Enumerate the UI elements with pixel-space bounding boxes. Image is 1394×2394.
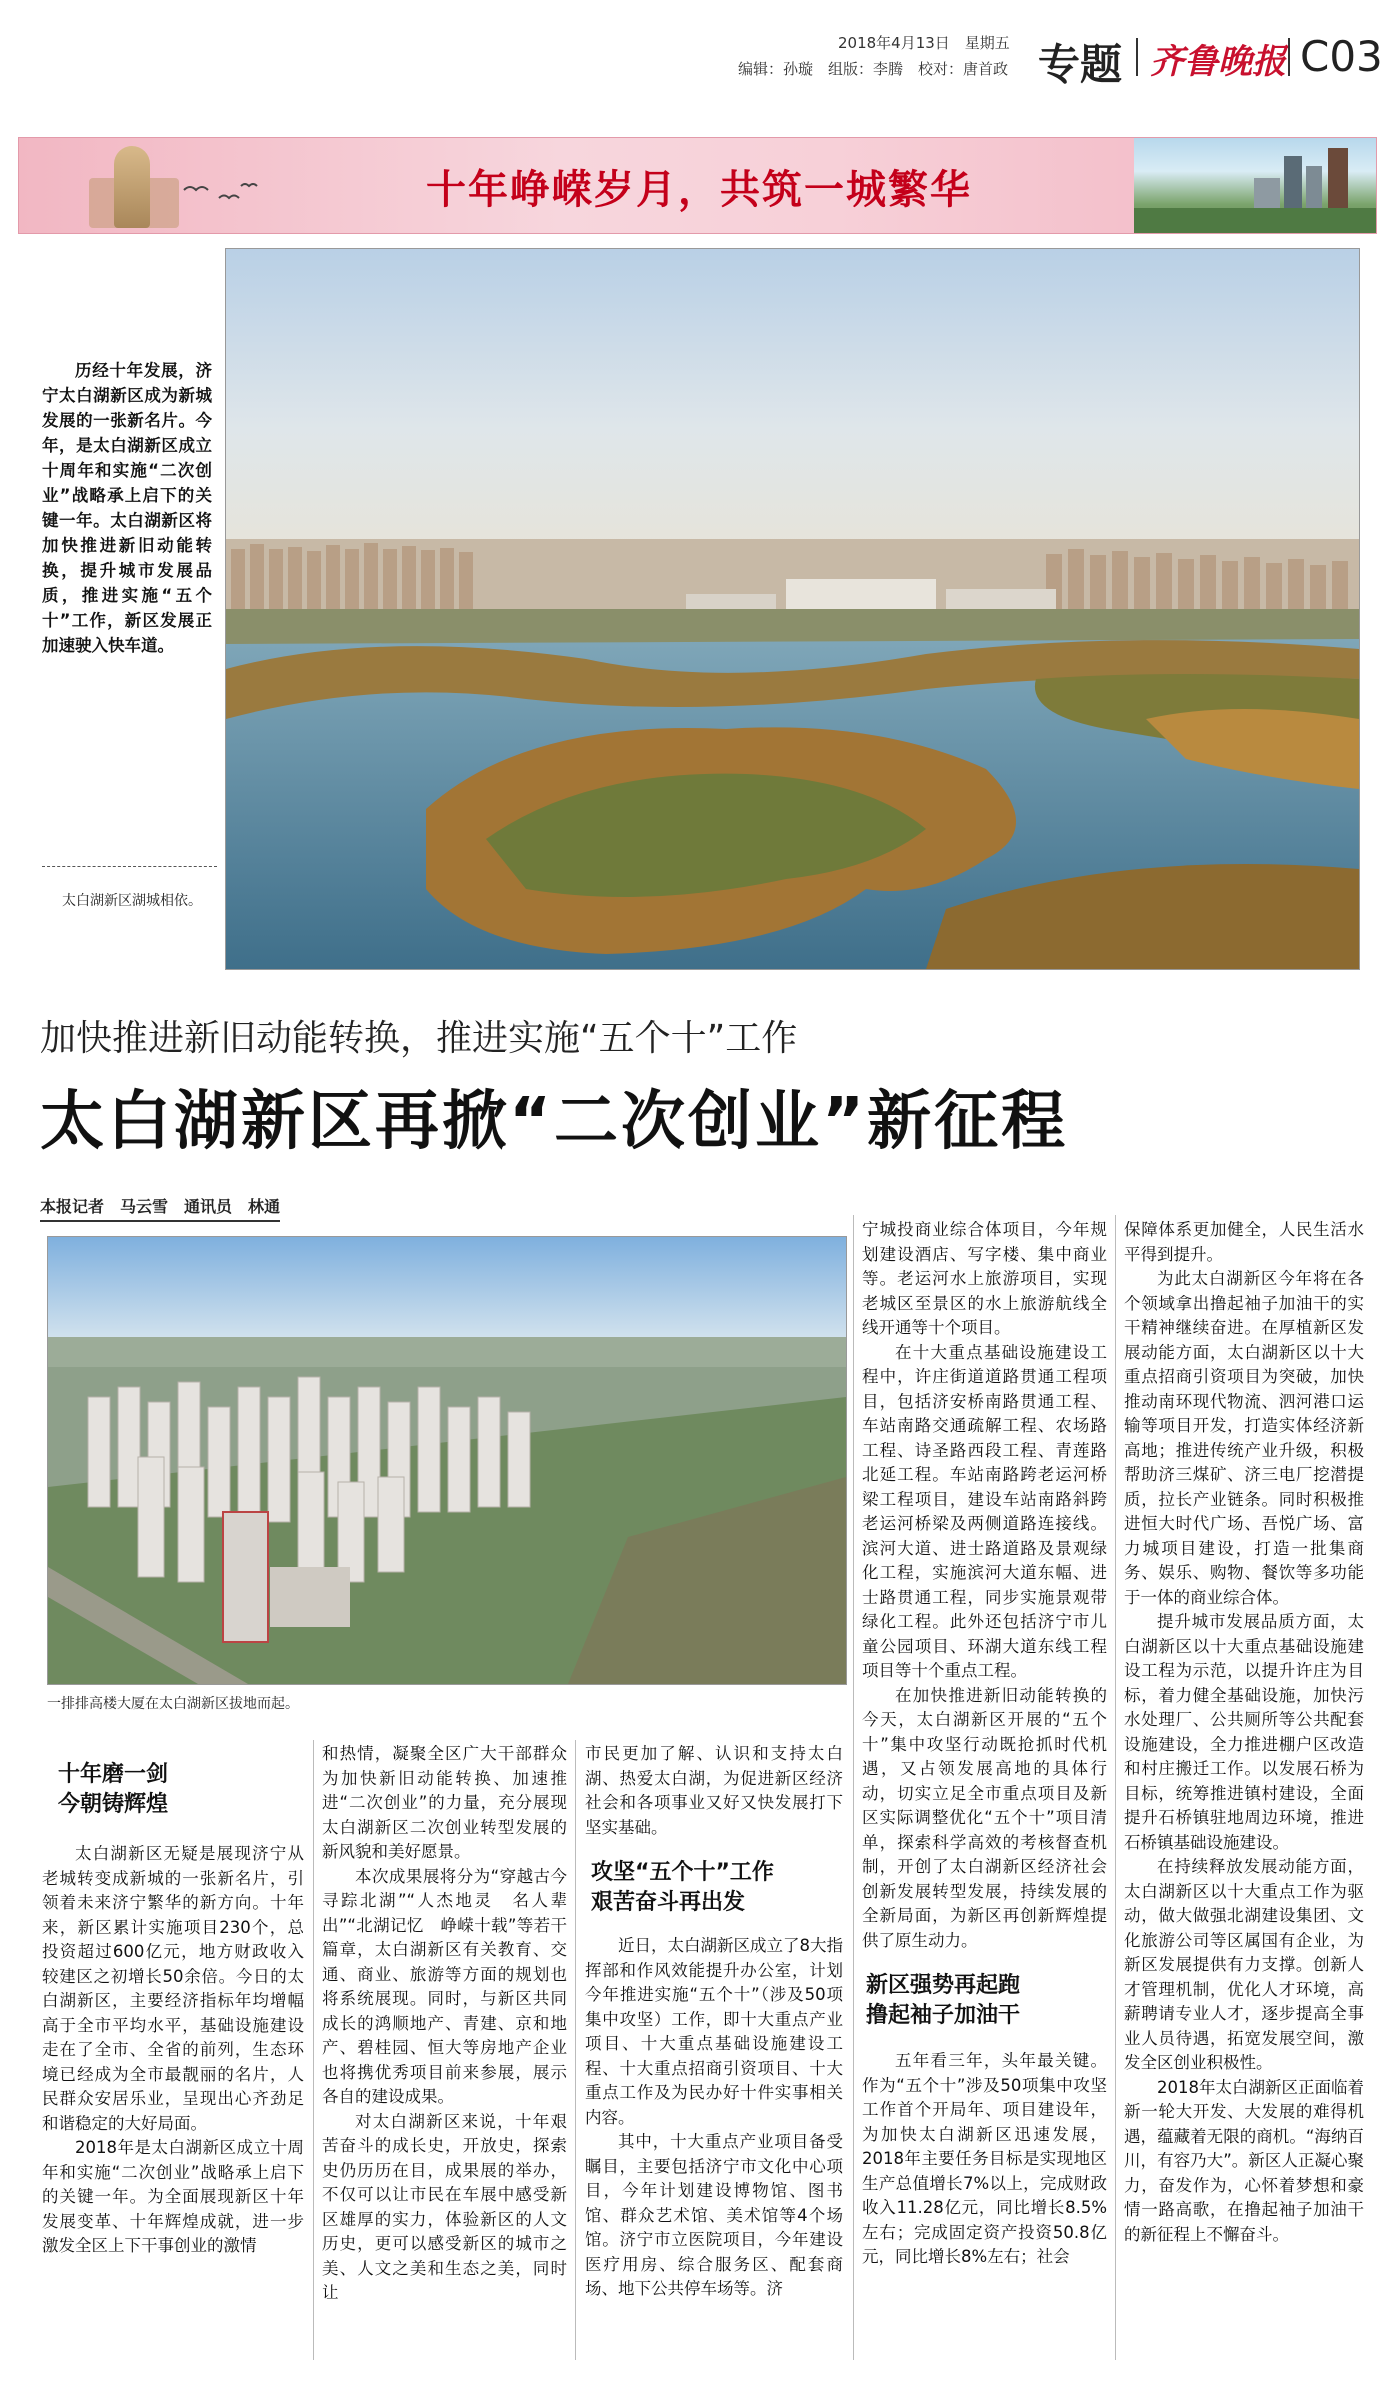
lake-city-photo bbox=[225, 248, 1360, 970]
column-text bbox=[42, 1842, 304, 2259]
section-heading bbox=[42, 1760, 304, 1820]
paragraph: 为此太白湖新区今年将在各个领域拿出撸起袖子加油干的实干精神继续奋进。在厚植新区发展动能方面，太白湖新区以十大重点招商引资项目为突破，加快推动南环现代物流、泗河港口运输等项目开发，打造实体经济新高地；推进传统产业升级，积极帮助济三煤矿、济三电厂挖潜提质，拉长产业链条。同时积极推进恒大时代广场、吾悦广场、富力城项目建设，打造一批集商务、娱乐、购物、餐饮等多功能于一体的商业综合体。 bbox=[1124, 1269, 1364, 1607]
section-heading-line: 攻坚“五个十”工作 bbox=[591, 1860, 774, 1885]
caption-rule bbox=[42, 866, 217, 867]
article-column-4 bbox=[862, 1218, 1107, 2270]
column-rule bbox=[1115, 1215, 1116, 2360]
intro-blurb: 历经十年发展，济宁太白湖新区成为新城发展的一张新名片。今年，是太白湖新区成立十周年和实施“二次创业”战略承上启下的关键一年。太白湖新区将加快推进新旧动能转换，提升城市发展品质，推进实施“五个十”工作，新区发展正加速驶入快车道。 bbox=[42, 361, 212, 655]
paragraph: 在十大重点基础设施建设工程中，许庄街道道路贯通工程项目，包括济安桥南路贯通工程、车站南路交通疏解工程、农场路工程、诗圣路西段工程、青莲路北延工程。车站南路跨老运河桥梁工程项目，建设车站南路斜跨老运河桥梁及两侧道路连接线。滨河大道、进士路道路及景观绿化工程，实施滨河大道东幅、进士路贯通工程，同步实施景观带绿化工程。此外还包括济宁市儿童公园项目、环湖大道东线工程项目等十个重点工程。 bbox=[862, 1342, 1107, 1680]
banner-title: 十年峥嵘岁月，共筑一城繁华 bbox=[426, 167, 972, 213]
paragraph: 2018年是太白湖新区成立十周年和实施“二次创业”战略承上启下的关键一年。为全面展现新区十年发展变革、十年辉煌成就，进一步激发全区上下干事创业的激情 bbox=[42, 2138, 304, 2255]
banner-statue-image bbox=[114, 146, 150, 228]
issue-date: 2018年4月13日 星期五 bbox=[838, 34, 1010, 52]
column-text bbox=[862, 1218, 1107, 1953]
paragraph: 保障体系更加健全，人民生活水平得到提升。 bbox=[1124, 1220, 1364, 1264]
page-number: C03 bbox=[1300, 32, 1383, 81]
paragraph: 提升城市发展品质方面，太白湖新区以十大重点基础设施建设工程为示范，以提升许庄为目标，着力健全基础设施，加快污水处理厂、公共厕所等公共配套设施建设，全力推进棚户区改造和村庄搬迁工作。以发展石桥为目标，统筹推进镇村建设，全面提升石桥镇驻地周边环境，推进石桥镇基础设施建设。 bbox=[1124, 1612, 1364, 1852]
column-text bbox=[585, 1742, 843, 1840]
article-headline: 太白湖新区再掀“二次创业”新征程 bbox=[40, 1085, 1069, 1159]
newspaper-logo: 齐鲁晚报 bbox=[1150, 42, 1286, 82]
paragraph: 2018年太白湖新区正面临着新一轮大开发、大发展的难得机遇，蕴藏着无限的商机。“海纳百川，有容乃大”。新区人正凝心聚力，奋发作为，心怀着梦想和豪情一路高歌，在撸起袖子加油干的新征程上不懈奋斗。 bbox=[1124, 2077, 1364, 2244]
column-text bbox=[862, 2049, 1107, 2270]
paragraph: 在持续释放发展动能方面，太白湖新区以十大重点工作为驱动，做大做强北湖建设集团、文化旅游公司等区属国有企业，为新区发展提供有力支撑。创新人才管理机制，优化人才环境，高薪聘请专业人才，逐步提高全事业人员待遇，拓宽发展空间，激发全区创业积极性。 bbox=[1124, 1857, 1364, 2072]
birds-icon bbox=[179, 178, 259, 208]
paragraph: 市民更加了解、认识和支持太白湖、热爱太白湖，为促进新区经济社会和各项事业又好又快发展打下坚实基础。 bbox=[585, 1744, 843, 1837]
paragraph: 对太白湖新区来说，十年艰苦奋斗的成长史，开放史，探索史仍历历在目，成果展的举办，不仅可以让市民在车展中感受新区雄厚的实力，体验新区的人文历史，更可以感受新区的城市之美、人文之美和生态之美，同时让 bbox=[322, 2111, 567, 2302]
header-divider bbox=[1136, 38, 1138, 76]
column-rule bbox=[853, 1215, 854, 2360]
section-heading bbox=[585, 1858, 843, 1918]
section-heading-line: 新区强势再起跑 bbox=[866, 1973, 1021, 1998]
photo-caption: 一排排高楼大厦在太白湖新区拔地而起。 bbox=[47, 1696, 299, 1712]
section-heading-line: 今朝铸辉煌 bbox=[58, 1792, 169, 1817]
header-divider bbox=[1288, 38, 1290, 76]
section-heading bbox=[862, 1971, 1107, 2031]
section-heading-line: 艰苦奋斗再出发 bbox=[591, 1890, 746, 1915]
photo-caption: 太白湖新区湖城相依。 bbox=[62, 893, 202, 909]
article-column-5 bbox=[1124, 1218, 1364, 2247]
article-subheadline: 加快推进新旧动能转换，推进实施“五个十”工作 bbox=[40, 1018, 798, 1059]
paragraph: 近日，太白湖新区成立了8大指挥部和作风效能提升办公室，计划今年推进实施“五个十”（涉及50项集中攻坚）工作，即十大重点产业项目、十大重点基础设施建设工程、十大重点招商引资项目、十大重点工作及为民办好十件实事相关内容。 bbox=[585, 1936, 843, 2127]
section-heading-line: 十年磨一剑 bbox=[58, 1762, 169, 1787]
article-column-3 bbox=[585, 1742, 843, 2302]
column-rule bbox=[575, 1740, 576, 2360]
paragraph: 太白湖新区无疑是展现济宁从老城转变成新城的一张新名片，引领着未来济宁繁华的新方向。十年来，新区累计实施项目230个，总投资超过600亿元，地方财政收入较建区之初增长50余倍。今日的太白湖新区，主要经济指标年均增幅高于全市平均水平，基础设施建设走在了全市、全省的前列，生态环境已经成为全市最靓丽的名片，人民群众安居乐业，呈现出心齐劲足和谐稳定的大好局面。 bbox=[42, 1844, 304, 2133]
high-rise-photo bbox=[47, 1236, 847, 1685]
banner-city-image bbox=[1134, 138, 1376, 233]
section-heading-line: 撸起袖子加油干 bbox=[866, 2003, 1021, 2028]
paragraph: 其中，十大重点产业项目备受瞩目，主要包括济宁市文化中心项目，今年计划建设博物馆、图书馆、群众艺术馆、美术馆等4个场馆。济宁市立医院项目，今年建设医疗用房、综合服务区、配套商场、地下公共停车场等。济 bbox=[585, 2132, 843, 2298]
paragraph: 宁城投商业综合体项目，今年规划建设酒店、写字楼、集中商业等。老运河水上旅游项目，实现老城区至景区的水上旅游航线全线开通等十个项目。 bbox=[862, 1220, 1107, 1337]
paragraph: 在加快推进新旧动能转换的今天，太白湖新区开展的“五个十”集中攻坚行动既抢抓时代机遇，又占领发展高地的具体行动，切实立足全市重点项目及新区实际调整优化“五个十”项目清单，探索科学高效的考核督查机制，开创了太白湖新区经济社会创新发展转型发展，持续发展的全新局面，为新区再创新辉煌提供了原生动力。 bbox=[862, 1685, 1107, 1950]
column-text bbox=[585, 1934, 843, 2302]
staff-credits: 编辑：孙璇 组版：李腾 校对：唐首政 bbox=[738, 60, 1009, 78]
feature-banner bbox=[18, 137, 1377, 234]
paragraph: 五年看三年，头年最关键。作为“五个十”涉及50项集中攻坚工作首个开局年、项目建设年，为加快太白湖新区迅速发展，2018年主要任务目标是实现地区生产总值增长7%以上，完成财政收入11.28亿元，同比增长8.5%左右；完成固定资产投资50.8亿元，同比增长8%左右；社会 bbox=[862, 2051, 1107, 2266]
article-column-1 bbox=[42, 1760, 304, 2259]
section-label: 专题 bbox=[1038, 40, 1123, 89]
paragraph: 本次成果展将分为“穿越古今 寻踪北湖”“人杰地灵 名人辈出”“北湖记忆 峥嵘十载”等若干篇章，太白湖新区有关教育、交通、商业、旅游等方面的规划也将系统展现。同时，与新区共同成长的鸿顺地产、青建、京和地产、碧桂园、恒大等房地产企业也将携优秀项目前来参展，展示各自的建设成果。 bbox=[322, 1866, 584, 2106]
column-rule bbox=[313, 1740, 314, 2360]
paragraph: 和热情，凝聚全区广大干部群众为加快新旧动能转换、加速推进“二次创业”的力量，充分展现太白湖新区二次创业转型发展的新风貌和美好愿景。 bbox=[322, 1744, 567, 1861]
article-column-2 bbox=[322, 1742, 584, 2306]
byline: 本报记者 马云雪 通讯员 林通 bbox=[40, 1194, 280, 1222]
